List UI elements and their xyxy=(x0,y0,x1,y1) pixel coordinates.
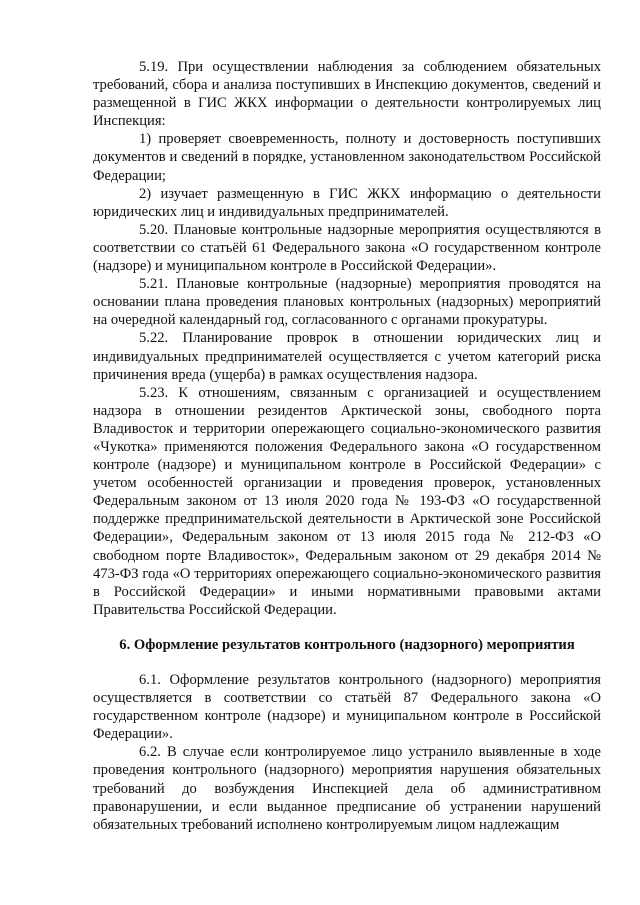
paragraph-5-23: 5.23. К отношениям, связанным с организацией и осуществлением надзора в отношении резидентов Арктической зоны, свободного порта Владивосток и территории опережающего социально-экономического развития «Чукотка» применяются положения Федерального закона «О государственном контроле (надзоре) и муниципальном контроле в Российской Федерации» с учетом особенностей организации и проведения проверок, установленных Федеральным законом от 13 июля 2020 года № 193-ФЗ «О государственной поддержке предпринимательской деятельности в Арктической зоне Российской Федерации», Федеральным законом от 13 июля 2015 года № 212-ФЗ «О свободном порте Владивосток», Федеральным законом от 29 декабря 2014 № 473-ФЗ года «О территориях опережающего социально-экономического развития в Российской Федерации» и иными нормативными правовыми актами Правительства Российской Федерации. xyxy=(93,384,601,618)
paragraph-6-2: 6.2. В случае если контролируемое лицо устранило выявленные в ходе проведения контрольного (надзорного) мероприятия нарушения обязательных требований до возбуждения Инспекцией дела об административном правонарушении, и если выданное предписание об устранении нарушений обязательных требований исполнено контролируемым лицом надлежащим xyxy=(93,744,601,833)
section-heading: 6. Оформление результатов контрольного (надзорного) мероприятия xyxy=(119,636,575,653)
paragraph-5-19-item-2: 2) изучает размещенную в ГИС ЖКХ информацию о деятельности юридических лиц и индивидуальных предпринимателей. xyxy=(93,185,601,220)
paragraph-5-20: 5.20. Плановые контрольные надзорные мероприятия осуществляются в соответствии со статьёй 61 Федерального закона «О государственном контроле (надзоре) и муниципальном контроле в Российской Федерации». xyxy=(93,221,601,275)
paragraph-6-1: 6.1. Оформление результатов контрольного (надзорного) мероприятия осуществляется в соответствии со статьёй 87 Федерального закона «О государственном контроле (надзоре) и муниципальном контроле в Российской Федерации». xyxy=(93,672,601,743)
document-page xyxy=(93,58,601,834)
paragraph-5-19: 5.19. При осуществлении наблюдения за соблюдением обязательных требований, сбора и анализа поступивших в Инспекцию документов, сведений и размещенной в ГИС ЖКХ информации о деятельности контролируемых лиц Инспекция: xyxy=(93,59,601,130)
paragraph-5-22: 5.22. Планирование проврок в отношении юридических лиц и индивидуальных предпринимателей осуществляется с учетом категорий риска причинения вреда (ущерба) в рамках осуществления надзора. xyxy=(93,330,601,383)
paragraph-5-21: 5.21. Плановые контрольные (надзорные) мероприятия проводятся на основании плана проведения плановых контрольных (надзорных) мероприятий на очередной календарный год, согласованного с органами прокуратуры. xyxy=(93,276,601,329)
paragraph-5-19-item-1: 1) проверяет своевременность, полноту и достоверность поступивших документов и сведений в порядке, установленном законодательством Российской Федерации; xyxy=(93,131,601,184)
